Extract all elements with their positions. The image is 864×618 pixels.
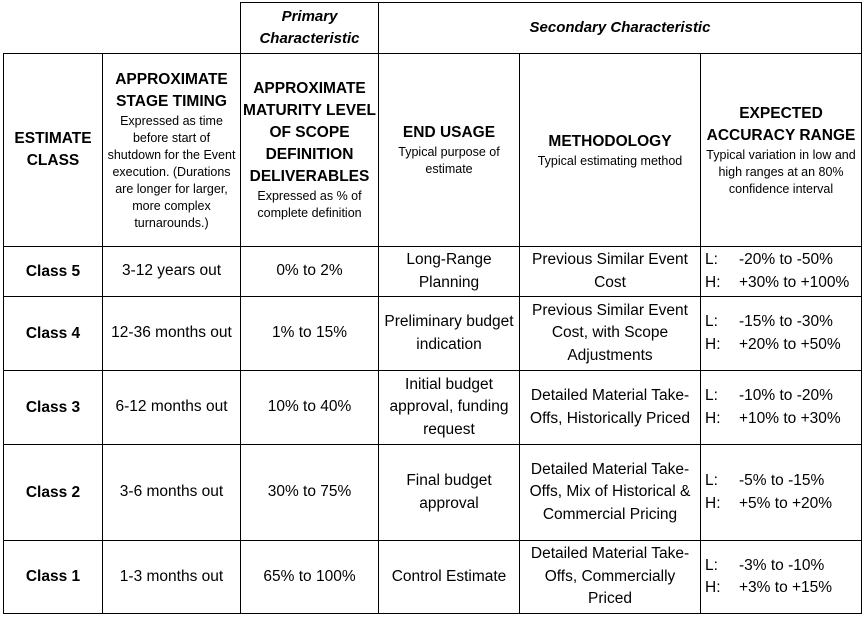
low-range: -20% to -50% <box>739 251 833 268</box>
cell-method: Detailed Material Take-Offs, Historically Priced <box>520 371 701 445</box>
cell-usage: Long-Range Planning <box>379 247 520 297</box>
low-label: L: <box>705 387 718 404</box>
col-title: END USAGE <box>402 124 496 141</box>
col-title: EXPECTED ACCURACY RANGE <box>706 104 856 144</box>
cell-usage: Final budget approval <box>379 445 520 541</box>
col-header-methodology <box>520 54 701 247</box>
col-note: Typical variation in low and high ranges at an 80% confidence interval <box>706 147 856 196</box>
col-title: ESTIMATE CLASS <box>14 130 92 169</box>
low-label: L: <box>705 472 718 489</box>
secondary-characteristic-header: Secondary Characteristic <box>379 3 862 54</box>
high-label: H: <box>705 273 721 291</box>
low-range: -15% to -30% <box>739 313 833 330</box>
group-header-row <box>4 3 862 54</box>
cell-timing: 3-12 years out <box>103 247 241 297</box>
cell-timing: 12-36 months out <box>103 297 241 371</box>
high-label: H: <box>705 579 721 596</box>
col-header-accuracy-range <box>701 54 862 247</box>
table-row <box>4 541 862 614</box>
col-note: Typical purpose of estimate <box>398 145 500 176</box>
cell-usage: Control Estimate <box>379 541 520 614</box>
cell-maturity: 0% to 2% <box>241 247 379 297</box>
primary-characteristic-header: Primary Characteristic <box>241 3 379 54</box>
table-row <box>4 247 862 297</box>
high-label: H: <box>705 335 721 353</box>
cell-usage: Preliminary budget indication <box>379 297 520 371</box>
table-row <box>4 371 862 445</box>
col-note: Expressed as % of complete definition <box>257 189 362 220</box>
cell-maturity: 10% to 40% <box>241 371 379 445</box>
col-title: METHODOLOGY <box>548 132 672 150</box>
cell-timing: 1-3 months out <box>103 541 241 614</box>
col-header-end-usage <box>379 54 520 247</box>
high-label: H: <box>705 409 721 427</box>
col-header-stage-timing <box>103 54 241 247</box>
col-note: Expressed as time before start of shutdown for the Event execution. (Durations are longer for larger, more complex turnarounds.) <box>107 113 236 230</box>
blank-corner <box>4 3 241 54</box>
low-range: -10% to -20% <box>739 387 833 404</box>
cell-class: Class 2 <box>4 445 103 541</box>
cell-method: Detailed Material Take-Offs, Commercially Priced <box>520 541 701 614</box>
col-title: APPROXIMATE MATURITY LEVEL OF SCOPE DEFINITION DELIVERABLES <box>243 80 376 185</box>
low-label: L: <box>705 313 718 330</box>
cell-timing: 3-6 months out <box>103 445 241 541</box>
cell-accuracy <box>701 445 862 541</box>
cell-accuracy <box>701 371 862 445</box>
table-row <box>4 297 862 371</box>
estimate-class-table <box>3 2 862 614</box>
high-label: H: <box>705 494 721 512</box>
col-header-maturity-level <box>241 54 379 247</box>
cell-accuracy <box>701 247 862 297</box>
col-title: APPROXIMATE STAGE TIMING <box>115 70 228 110</box>
cell-method: Detailed Material Take-Offs, Mix of Historical & Commercial Pricing <box>520 445 701 541</box>
col-header-estimate-class <box>4 54 103 247</box>
cell-maturity: 30% to 75% <box>241 445 379 541</box>
cell-accuracy <box>701 297 862 371</box>
cell-accuracy <box>701 541 862 614</box>
low-label: L: <box>705 556 718 574</box>
low-label: L: <box>705 251 718 268</box>
high-range: +5% to +20% <box>739 494 833 512</box>
column-header-row <box>4 54 862 247</box>
high-range: +30% to +100% <box>739 273 850 291</box>
cell-timing: 6-12 months out <box>103 371 241 445</box>
cell-maturity: 1% to 15% <box>241 297 379 371</box>
col-note: Typical estimating method <box>537 153 683 168</box>
high-range: +3% to +15% <box>739 579 833 596</box>
cell-class: Class 4 <box>4 297 103 371</box>
cell-class: Class 1 <box>4 541 103 614</box>
cell-class: Class 5 <box>4 247 103 297</box>
low-range: -5% to -15% <box>739 472 825 489</box>
cell-class: Class 3 <box>4 371 103 445</box>
high-range: +20% to +50% <box>739 335 841 353</box>
cell-method: Previous Similar Event Cost, with Scope Adjustments <box>520 297 701 371</box>
table-row <box>4 445 862 541</box>
cell-usage: Initial budget approval, funding request <box>379 371 520 445</box>
low-range: -3% to -10% <box>739 556 825 574</box>
high-range: +10% to +30% <box>739 409 841 427</box>
cell-method: Previous Similar Event Cost <box>520 247 701 297</box>
cell-maturity: 65% to 100% <box>241 541 379 614</box>
